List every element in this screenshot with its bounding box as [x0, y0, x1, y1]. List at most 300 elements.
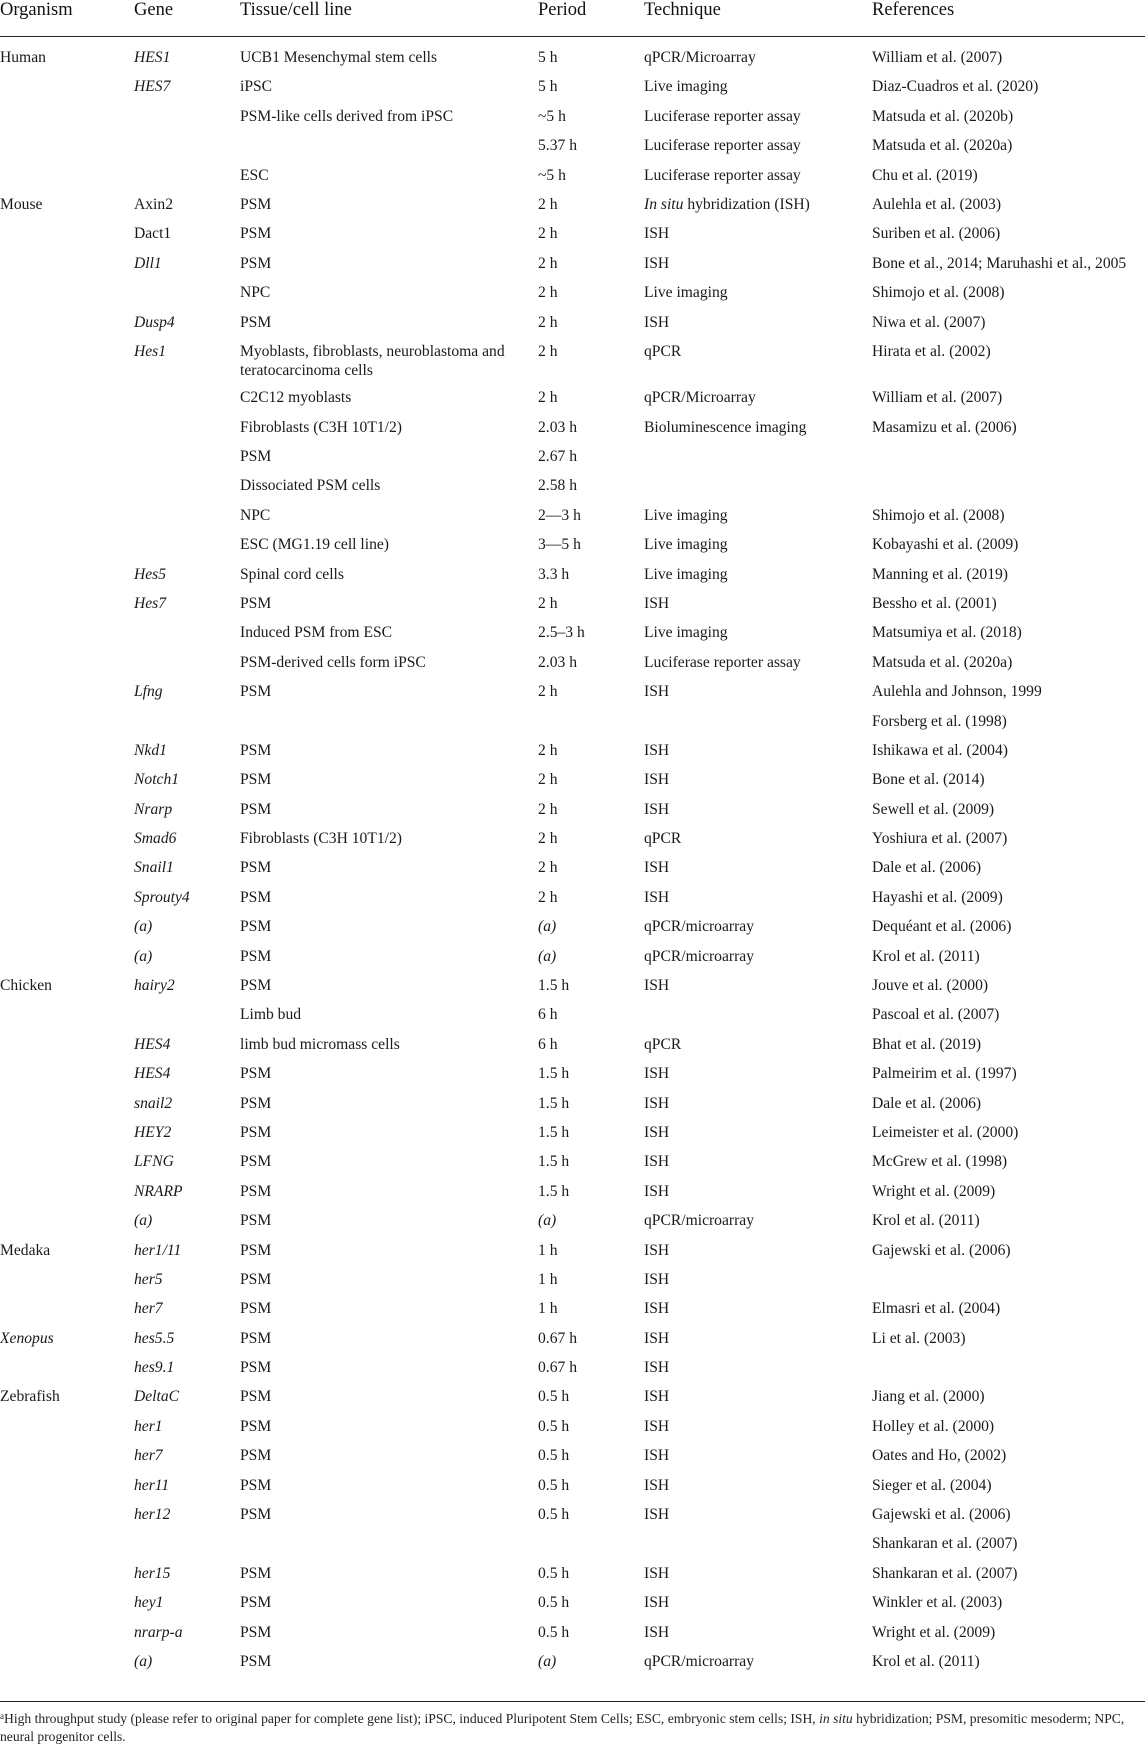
- cell-gene: her5: [134, 1270, 163, 1288]
- cell-gene: her1: [134, 1417, 163, 1435]
- cell-period: 2 h: [538, 830, 558, 848]
- cell-reference: Pascoal et al. (2007): [872, 1006, 1000, 1024]
- table-row: [0, 1299, 1145, 1328]
- cell-technique: Live imaging: [644, 506, 728, 524]
- table-row: [0, 447, 1145, 476]
- table-row: [0, 1329, 1145, 1358]
- cell-period: 0.5 h: [538, 1417, 570, 1435]
- table-row: [0, 535, 1145, 564]
- cell-tissue: PSM: [240, 1182, 272, 1200]
- footnote-text-1: High throughput study (please refer to original paper for complete gene list); iPSC, induced Pluripotent Stem Cells; ESC, embryonic stem cells; ISH,: [4, 1711, 820, 1726]
- cell-organism: Human: [0, 49, 46, 66]
- table-row: [0, 1358, 1145, 1387]
- cell-tissue: PSM: [240, 1623, 272, 1641]
- cell-reference: Matsumiya et al. (2018): [872, 624, 1022, 642]
- cell-gene: HES4: [134, 1035, 171, 1053]
- cell-gene: DeltaC: [134, 1388, 180, 1406]
- header-gene: Gene: [134, 0, 174, 20]
- cell-technique: ISH: [644, 594, 670, 612]
- table-row: [0, 1476, 1145, 1505]
- cell-period: 5.37 h: [538, 137, 577, 155]
- cell-gene: snail2: [134, 1094, 173, 1112]
- cell-technique: ISH: [644, 1123, 670, 1141]
- footnote-ref: (a): [538, 918, 557, 936]
- cell-technique: ISH: [644, 313, 670, 331]
- cell-tissue: PSM: [240, 1564, 272, 1582]
- cell-reference: Manning et al. (2019): [872, 565, 1008, 583]
- table-row: [0, 254, 1145, 283]
- cell-tissue: Induced PSM from ESC: [240, 624, 393, 642]
- cell-technique: ISH: [644, 1564, 670, 1582]
- cell-period: 2 h: [538, 888, 558, 906]
- cell-period: 1 h: [538, 1300, 558, 1318]
- cell-period: 0.5 h: [538, 1476, 570, 1494]
- cell-technique: ISH: [644, 771, 670, 789]
- cell-tissue: Spinal cord cells: [240, 565, 344, 583]
- cell-tissue: PSM: [240, 977, 272, 995]
- cell-tissue: PSM: [240, 594, 272, 612]
- cell-reference: Masamizu et al. (2006): [872, 418, 1017, 436]
- cell-technique: ISH: [644, 1417, 670, 1435]
- cell-tissue: PSM: [240, 1329, 272, 1347]
- cell-reference: Shimojo et al. (2008): [872, 506, 1005, 524]
- table-row: [0, 1417, 1145, 1446]
- table-row: [0, 623, 1145, 652]
- cell-period: 2—3 h: [538, 506, 581, 524]
- cell-period: 2 h: [538, 859, 558, 877]
- table-header: [0, 0, 1145, 37]
- table-row: [0, 1446, 1145, 1475]
- footnote-ref: (a): [538, 947, 557, 965]
- cell-gene: Notch1: [134, 771, 180, 789]
- table-row: [0, 1593, 1145, 1622]
- cell-technique: qPCR/Microarray: [644, 389, 756, 407]
- cell-tissue: PSM: [240, 888, 272, 906]
- cell-technique: Bioluminescence imaging: [644, 418, 807, 436]
- cell-gene: NRARP: [134, 1182, 183, 1200]
- cell-tissue: PSM: [240, 447, 272, 465]
- cell-gene: her12: [134, 1506, 171, 1524]
- footnote-ref: (a): [134, 918, 153, 936]
- cell-period: 0.5 h: [538, 1506, 570, 1524]
- cell-period: 0.5 h: [538, 1447, 570, 1465]
- cell-reference: Niwa et al. (2007): [872, 313, 986, 331]
- cell-period: 2 h: [538, 771, 558, 789]
- cell-reference: Leimeister et al. (2000): [872, 1123, 1019, 1141]
- cell-technique: ISH: [644, 1594, 670, 1612]
- table-row: [0, 388, 1145, 417]
- table-row: [0, 1005, 1145, 1034]
- table-row: [0, 283, 1145, 312]
- cell-reference: Wright et al. (2009): [872, 1182, 996, 1200]
- cell-technique: ISH: [644, 1506, 670, 1524]
- cell-period: 1.5 h: [538, 977, 570, 995]
- cell-tissue: PSM: [240, 313, 272, 331]
- cell-gene: Smad6: [134, 830, 177, 848]
- cell-period: 2 h: [538, 389, 558, 407]
- cell-period: 1.5 h: [538, 1065, 570, 1083]
- table-row: [0, 1182, 1145, 1211]
- footnote-text-italic: in situ: [819, 1711, 853, 1726]
- footnote-ref: (a): [538, 1653, 557, 1670]
- cell-reference: Palmeirim et al. (1997): [872, 1065, 1017, 1083]
- cell-reference: Wright et al. (2009): [872, 1623, 996, 1641]
- cell-reference: Dale et al. (2006): [872, 1094, 982, 1112]
- cell-reference: Hayashi et al. (2009): [872, 888, 1003, 906]
- cell-reference: Dequéant et al. (2006): [872, 918, 1012, 936]
- cell-period: 5 h: [538, 49, 558, 66]
- table-row: [0, 1270, 1145, 1299]
- cell-technique-italic: In situ: [644, 195, 684, 213]
- table-row: [0, 1564, 1145, 1593]
- cell-period: 2 h: [538, 195, 558, 213]
- cell-period: 1.5 h: [538, 1123, 570, 1141]
- cell-period: 0.5 h: [538, 1564, 570, 1582]
- cell-gene: her11: [134, 1476, 170, 1494]
- cell-gene: her15: [134, 1564, 171, 1582]
- cell-period: 5 h: [538, 78, 558, 96]
- table-row: [0, 888, 1145, 917]
- cell-tissue: PSM: [240, 1653, 272, 1670]
- cell-period: 0.67 h: [538, 1359, 577, 1377]
- cell-gene: nrarp-a: [134, 1623, 183, 1641]
- cell-tissue: UCB1 Mesenchymal stem cells: [240, 49, 438, 66]
- cell-gene: LFNG: [134, 1153, 174, 1171]
- cell-technique: Luciferase reporter assay: [644, 166, 801, 184]
- cell-gene: her1/11: [134, 1241, 182, 1259]
- cell-reference: Krol et al. (2011): [872, 1212, 980, 1230]
- cell-reference: Chu et al. (2019): [872, 166, 978, 184]
- cell-tissue: PSM-derived cells form iPSC: [240, 653, 426, 671]
- table-row: [0, 506, 1145, 535]
- cell-tissue: PSM: [240, 683, 272, 701]
- cell-tissue: Dissociated PSM cells: [240, 477, 381, 495]
- table-row: [0, 594, 1145, 623]
- cell-tissue: limb bud micromass cells: [240, 1035, 400, 1053]
- cell-technique: ISH: [644, 1182, 670, 1200]
- cell-reference: Matsuda et al. (2020a): [872, 653, 1013, 671]
- cell-tissue: PSM: [240, 1300, 272, 1318]
- table-row: [0, 136, 1145, 165]
- cell-reference: Sieger et al. (2004): [872, 1476, 992, 1494]
- cell-gene: HES4: [134, 1065, 171, 1083]
- cell-period: [538, 1652, 556, 1676]
- footnote-ref: (a): [134, 1653, 153, 1670]
- cell-reference: Shimojo et al. (2008): [872, 284, 1005, 302]
- cell-tissue: PSM: [240, 1476, 272, 1494]
- cell-period: 1 h: [538, 1241, 558, 1259]
- cell-gene: HEY2: [134, 1123, 172, 1141]
- cell-tissue: PSM: [240, 225, 272, 243]
- cell-gene: [134, 1652, 152, 1676]
- cell-technique: ISH: [644, 225, 670, 243]
- cell-tissue: PSM: [240, 1094, 272, 1112]
- footnote-ref: (a): [538, 1212, 557, 1230]
- cell-gene: HES1: [134, 49, 171, 66]
- cell-gene: hes9.1: [134, 1359, 175, 1377]
- footnote-ref: (a): [134, 947, 153, 965]
- table-row: [0, 195, 1145, 224]
- cell-technique: ISH: [644, 1153, 670, 1171]
- cell-tissue: PSM: [240, 1506, 272, 1524]
- cell-gene: Lfng: [134, 683, 163, 701]
- cell-technique: ISH: [644, 1241, 670, 1259]
- cell-period: 2.58 h: [538, 477, 577, 495]
- cell-technique: ISH: [644, 254, 670, 272]
- cell-tissue: Limb bud: [240, 1006, 302, 1024]
- header-organism: Organism: [0, 0, 73, 20]
- cell-technique: qPCR/microarray: [644, 918, 755, 936]
- cell-period: 6 h: [538, 1006, 558, 1024]
- cell-tissue: PSM: [240, 947, 272, 965]
- cell-reference: Jouve et al. (2000): [872, 977, 989, 995]
- cell-tissue: PSM-like cells derived from iPSC: [240, 107, 454, 125]
- cell-technique: qPCR: [644, 830, 682, 848]
- cell-reference: Hirata et al. (2002): [872, 342, 991, 360]
- table-row: [0, 829, 1145, 858]
- cell-period: 3.3 h: [538, 565, 570, 583]
- cell-reference: Diaz-Cuadros et al. (2020): [872, 78, 1039, 96]
- cell-reference: Jiang et al. (2000): [872, 1388, 985, 1406]
- cell-technique: Live imaging: [644, 284, 728, 302]
- table-body: [0, 48, 1145, 1681]
- table-row: [0, 1241, 1145, 1270]
- cell-tissue: PSM: [240, 1388, 272, 1406]
- cell-technique: ISH: [644, 741, 670, 759]
- cell-tissue: PSM: [240, 254, 272, 272]
- cell-organism: Mouse: [0, 195, 43, 213]
- cell-technique: Luciferase reporter assay: [644, 107, 801, 125]
- cell-period: 2.67 h: [538, 447, 577, 465]
- cell-period: ~5 h: [538, 107, 566, 125]
- header-tissue: Tissue/cell line: [240, 0, 352, 20]
- cell-technique: qPCR/microarray: [644, 1653, 755, 1670]
- table-row: [0, 1094, 1145, 1123]
- cell-reference: Matsuda et al. (2020a): [872, 137, 1013, 155]
- table-row: [0, 107, 1145, 136]
- cell-tissue: PSM: [240, 1270, 272, 1288]
- cell-technique: Live imaging: [644, 565, 728, 583]
- cell-technique: ISH: [644, 977, 670, 995]
- cell-period: 1.5 h: [538, 1153, 570, 1171]
- cell-tissue: PSM: [240, 771, 272, 789]
- cell-reference: Krol et al. (2011): [872, 1653, 980, 1670]
- table-row: [0, 1211, 1145, 1240]
- table-row: [0, 858, 1145, 887]
- cell-gene: Hes1: [134, 342, 167, 360]
- cell-tissue: PSM: [240, 1153, 272, 1171]
- cell-gene: [134, 1211, 152, 1235]
- cell-reference: Kobayashi et al. (2009): [872, 536, 1019, 554]
- cell-period: [538, 947, 556, 971]
- cell-tissue: Myoblasts, fibroblasts, neuroblastoma and teratocarcinoma cells: [240, 342, 505, 379]
- cell-technique: [644, 195, 810, 214]
- cell-reference: William et al. (2007): [872, 389, 1003, 407]
- cell-tissue: PSM: [240, 859, 272, 877]
- cell-tissue: iPSC: [240, 78, 273, 96]
- cell-tissue: PSM: [240, 1359, 272, 1377]
- cell-gene: hairy2: [134, 977, 175, 995]
- table-row: [0, 476, 1145, 505]
- cell-organism: Xenopus: [0, 1329, 54, 1347]
- header-technique: Technique: [644, 0, 721, 20]
- cell-period: 1 h: [538, 1270, 558, 1288]
- cell-reference: Aulehla et al. (2003): [872, 195, 1002, 213]
- cell-reference: Bone et al. (2014): [872, 771, 985, 789]
- cell-technique: Luciferase reporter assay: [644, 137, 801, 155]
- cell-period: 2 h: [538, 741, 558, 759]
- cell-gene: Hes5: [134, 565, 167, 583]
- cell-technique: ISH: [644, 1623, 670, 1641]
- cell-period: 2 h: [538, 800, 558, 818]
- cell-period: 2 h: [538, 342, 558, 360]
- cell-technique: qPCR/microarray: [644, 1212, 755, 1230]
- cell-tissue: NPC: [240, 284, 271, 302]
- cell-period: 2 h: [538, 284, 558, 302]
- cell-tissue: PSM: [240, 1447, 272, 1465]
- cell-technique: ISH: [644, 1447, 670, 1465]
- cell-gene: hes5.5: [134, 1329, 175, 1347]
- cell-gene: Nrarp: [134, 800, 173, 818]
- table-row: [0, 1123, 1145, 1152]
- table-row: [0, 166, 1145, 195]
- cell-period: 0.5 h: [538, 1623, 570, 1641]
- table-row: [0, 342, 1145, 388]
- cell-gene: Snail1: [134, 859, 174, 877]
- cell-technique: ISH: [644, 1359, 670, 1377]
- cell-gene: hey1: [134, 1594, 164, 1612]
- table-row: [0, 1152, 1145, 1181]
- cell-period: 0.5 h: [538, 1594, 570, 1612]
- cell-technique: Luciferase reporter assay: [644, 653, 801, 671]
- cell-reference: Ishikawa et al. (2004): [872, 741, 1008, 759]
- cell-tissue: Fibroblasts (C3H 10T1/2): [240, 418, 402, 436]
- cell-period: 2 h: [538, 225, 558, 243]
- cell-gene: [134, 947, 152, 971]
- cell-technique: ISH: [644, 1329, 670, 1347]
- cell-reference: McGrew et al. (1998): [872, 1153, 1008, 1171]
- cell-organism: Medaka: [0, 1241, 51, 1259]
- cell-technique: qPCR/microarray: [644, 947, 755, 965]
- table-row: [0, 48, 1145, 77]
- cell-period: 1.5 h: [538, 1182, 570, 1200]
- footnote-marker: a: [0, 1711, 4, 1721]
- cell-gene: Nkd1: [134, 741, 167, 759]
- cell-technique: ISH: [644, 1476, 670, 1494]
- cell-reference: Holley et al. (2000): [872, 1417, 995, 1435]
- cell-tissue: PSM: [240, 1065, 272, 1083]
- table-row: [0, 712, 1145, 741]
- table-row: [0, 1652, 1145, 1681]
- cell-organism: Zebrafish: [0, 1388, 60, 1406]
- cell-gene: Dact1: [134, 225, 172, 243]
- header-references: References: [872, 0, 955, 20]
- cell-technique: ISH: [644, 683, 670, 701]
- cell-tissue: NPC: [240, 506, 271, 524]
- cell-gene: Sprouty4: [134, 888, 190, 906]
- cell-period: 2 h: [538, 313, 558, 331]
- cell-gene: HES7: [134, 78, 171, 96]
- cell-tissue: PSM: [240, 1417, 272, 1435]
- cell-tissue: C2C12 myoblasts: [240, 389, 352, 407]
- table-row: [0, 976, 1145, 1005]
- cell-technique: ISH: [644, 859, 670, 877]
- cell-reference: Forsberg et al. (1998): [872, 712, 1007, 730]
- cell-reference: Shankaran et al. (2007): [872, 1564, 1018, 1582]
- cell-gene: Axin2: [134, 195, 173, 213]
- cell-reference: Krol et al. (2011): [872, 947, 980, 965]
- cell-period: [538, 1211, 556, 1235]
- table-row: [0, 947, 1145, 976]
- table-row: [0, 418, 1145, 447]
- cell-reference: Yoshiura et al. (2007): [872, 830, 1008, 848]
- table-row: [0, 1623, 1145, 1652]
- cell-gene: Hes7: [134, 594, 167, 612]
- cell-period: 3—5 h: [538, 536, 581, 554]
- cell-technique: ISH: [644, 888, 670, 906]
- table-row: [0, 770, 1145, 799]
- cell-technique: ISH: [644, 1300, 670, 1318]
- cell-reference: Li et al. (2003): [872, 1329, 966, 1347]
- table-row: [0, 1505, 1145, 1534]
- cell-technique: Live imaging: [644, 536, 728, 554]
- cell-period: 0.5 h: [538, 1388, 570, 1406]
- cell-tissue: PSM: [240, 1594, 272, 1612]
- cell-technique: ISH: [644, 1270, 670, 1288]
- cell-tissue: PSM: [240, 195, 272, 213]
- cell-technique: ISH: [644, 800, 670, 818]
- table-row: [0, 917, 1145, 946]
- cell-period: 1.5 h: [538, 1094, 570, 1112]
- header-period: Period: [538, 0, 587, 20]
- cell-reference: Dale et al. (2006): [872, 859, 982, 877]
- table-row: [0, 1035, 1145, 1064]
- table-bottom-rule: [0, 1701, 1145, 1702]
- table-row: [0, 1534, 1145, 1563]
- footnote-ref: (a): [134, 1212, 153, 1230]
- cell-tissue: ESC: [240, 166, 269, 184]
- cell-technique: ISH: [644, 1094, 670, 1112]
- table-row: [0, 800, 1145, 829]
- cell-period: 2.03 h: [538, 418, 577, 436]
- cell-reference: Shankaran et al. (2007): [872, 1535, 1018, 1553]
- cell-tissue: ESC (MG1.19 cell line): [240, 536, 389, 554]
- cell-period: 6 h: [538, 1035, 558, 1053]
- cell-period: 2 h: [538, 254, 558, 272]
- table-row: [0, 224, 1145, 253]
- cell-technique: qPCR: [644, 342, 682, 360]
- cell-tissue: PSM: [240, 800, 272, 818]
- cell-reference: Bhat et al. (2019): [872, 1035, 982, 1053]
- cell-gene: her7: [134, 1300, 163, 1318]
- table-footnote: [0, 1707, 1140, 1746]
- table-row: [0, 313, 1145, 342]
- cell-period: 2 h: [538, 683, 558, 701]
- cell-period: 2.5–3 h: [538, 624, 585, 642]
- cell-reference: Bessho et al. (2001): [872, 594, 997, 612]
- table-row: [0, 565, 1145, 594]
- cell-organism: Chicken: [0, 977, 52, 995]
- cell-reference: William et al. (2007): [872, 49, 1003, 66]
- cell-technique: ISH: [644, 1388, 670, 1406]
- cell-tissue: Fibroblasts (C3H 10T1/2): [240, 830, 402, 848]
- cell-technique-rest: hybridization (ISH): [683, 195, 810, 213]
- cell-gene: Dll1: [134, 254, 162, 272]
- cell-technique: Live imaging: [644, 78, 728, 96]
- cell-tissue: PSM: [240, 1241, 272, 1259]
- table-row: [0, 1387, 1145, 1416]
- footnote-text-2: hybridization; PSM, presomitic mesoderm; NPC, neural progenitor cells.: [0, 1711, 1125, 1744]
